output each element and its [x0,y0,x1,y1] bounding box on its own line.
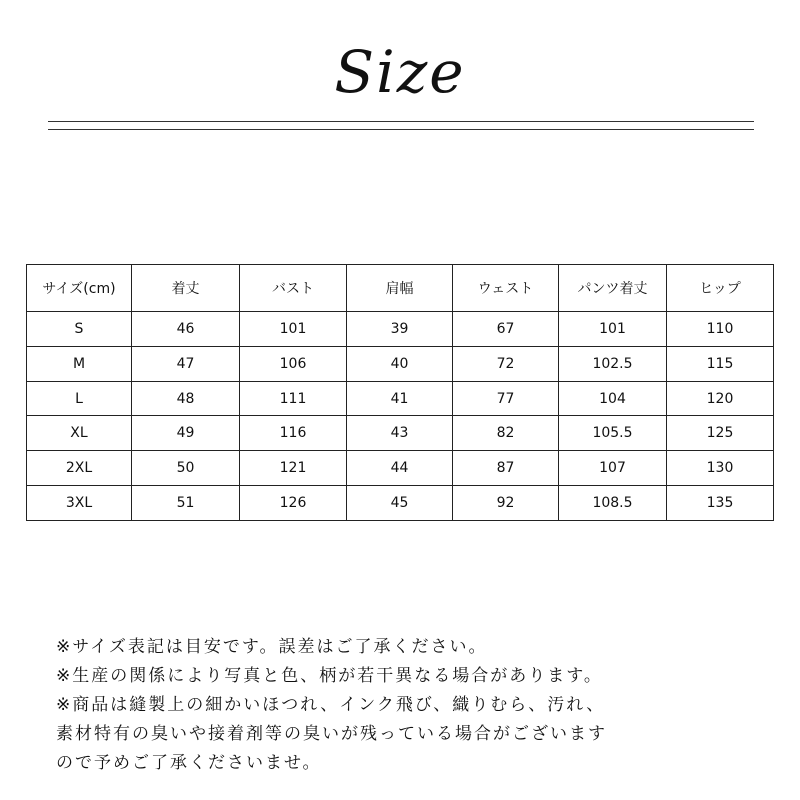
table-cell: 110 [667,312,774,347]
size-table [26,264,774,521]
table-cell: 3XL [27,486,132,521]
table-row [27,486,774,521]
table-cell: 135 [667,486,774,521]
title-divider-bottom [48,129,754,130]
table-cell: 48 [132,381,240,416]
table-cell: 44 [347,451,453,486]
table-cell: 41 [347,381,453,416]
note-line: ので予めご了承くださいませ。 [56,753,322,773]
table-cell: 67 [453,312,559,347]
table-cell: 2XL [27,451,132,486]
table-cell: L [27,381,132,416]
table-cell: 126 [240,486,347,521]
table-cell: 101 [559,312,667,347]
table-cell: 130 [667,451,774,486]
table-row [27,312,774,347]
table-cell: 116 [240,416,347,451]
table-cell: XL [27,416,132,451]
table-cell: 51 [132,486,240,521]
table-cell: 125 [667,416,774,451]
table-cell: S [27,312,132,347]
table-cell: 47 [132,346,240,381]
table-row [27,381,774,416]
table-cell: M [27,346,132,381]
header-length: 着丈 [132,265,240,312]
table-row [27,451,774,486]
table-cell: 105.5 [559,416,667,451]
header-pants-length: パンツ着丈 [559,265,667,312]
note-line: ※生産の関係により写真と色、柄が若干異なる場合があります。 [56,666,603,686]
header-size: サイズ(cm) [27,265,132,312]
table-cell: 87 [453,451,559,486]
header-waist: ウェスト [453,265,559,312]
header-shoulder: 肩幅 [347,265,453,312]
header-hip: ヒップ [667,265,774,312]
table-cell: 72 [453,346,559,381]
table-cell: 39 [347,312,453,347]
table-cell: 92 [453,486,559,521]
table-cell: 121 [240,451,347,486]
note-line: ※サイズ表記は目安です。誤差はご了承ください。 [56,637,488,657]
header-bust: バスト [240,265,347,312]
table-cell: 115 [667,346,774,381]
table-cell: 104 [559,381,667,416]
table-cell: 45 [347,486,453,521]
table-header-row [27,265,774,312]
table-cell: 43 [347,416,453,451]
table-cell: 106 [240,346,347,381]
table-cell: 107 [559,451,667,486]
table-row [27,346,774,381]
table-cell: 50 [132,451,240,486]
table-cell: 46 [132,312,240,347]
title-divider-top [48,121,754,122]
notes-block [56,633,776,778]
table-cell: 101 [240,312,347,347]
page-title: Size [334,38,466,106]
note-line: ※商品は縫製上の細かいほつれ、インク飛び、織りむら、汚れ、 [56,695,606,715]
table-cell: 77 [453,381,559,416]
note-line: 素材特有の臭いや接着剤等の臭いが残っている場合がございます [56,724,607,744]
table-cell: 120 [667,381,774,416]
table-cell: 40 [347,346,453,381]
table-row [27,416,774,451]
table-cell: 82 [453,416,559,451]
table-cell: 102.5 [559,346,667,381]
table-cell: 111 [240,381,347,416]
table-cell: 49 [132,416,240,451]
table-cell: 108.5 [559,486,667,521]
